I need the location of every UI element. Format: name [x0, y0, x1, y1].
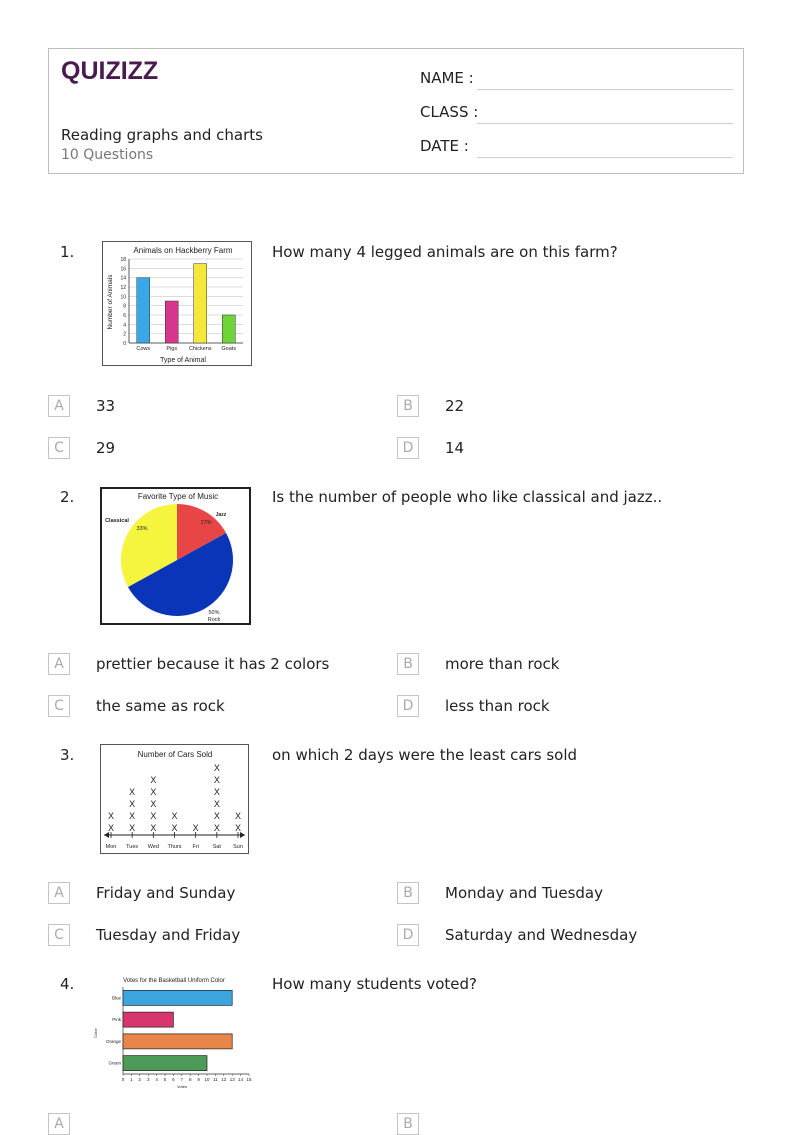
option-d-text: 14: [445, 439, 465, 457]
x-tick-label: 13: [229, 1077, 235, 1082]
x-mark: X: [107, 811, 115, 821]
x-mark: X: [192, 823, 199, 833]
option-c-text: Tuesday and Friday: [96, 926, 241, 944]
x-mark: X: [234, 811, 242, 821]
option-d-box[interactable]: D: [397, 437, 419, 459]
question-text: on which 2 days were the least cars sold: [272, 746, 578, 764]
x-tick-label: 10: [204, 1077, 210, 1082]
question-number: 3.: [60, 746, 75, 764]
date-line[interactable]: [477, 157, 733, 158]
x-tick-label: 6: [172, 1077, 175, 1082]
option-d-box[interactable]: D: [397, 695, 419, 717]
x-mark: X: [150, 775, 157, 785]
bar: [222, 315, 235, 343]
bar: [165, 301, 178, 343]
x-mark: X: [150, 823, 157, 833]
slice-label: Rock: [207, 617, 221, 623]
x-mark: X: [213, 787, 220, 797]
chart-xlabel: Votes: [176, 1084, 188, 1089]
bar: [194, 264, 207, 343]
x-mark: X: [129, 823, 136, 833]
x-tick-label: 3: [146, 1077, 150, 1082]
category-label: Thurs: [167, 844, 182, 850]
y-tick-label: 2: [123, 331, 126, 338]
pie-chart-figure: [100, 487, 251, 625]
line-plot-figure: [100, 744, 249, 854]
worksheet-title: Reading graphs and charts: [61, 126, 263, 144]
x-tick-label: 15: [246, 1077, 252, 1082]
x-tick-label: 11: [213, 1077, 218, 1082]
cars-line-plot: [101, 745, 248, 853]
x-mark: X: [213, 763, 220, 773]
x-tick-label: Pigs: [166, 346, 178, 352]
bar: [123, 990, 232, 1005]
y-tick-label: Blue: [111, 995, 121, 1001]
category-label: Sat: [212, 844, 221, 850]
slice-percent: 17%: [200, 520, 212, 526]
worksheet-header: [48, 48, 744, 174]
x-mark: X: [213, 823, 220, 833]
y-tick-label: Orange: [105, 1038, 121, 1044]
y-tick-label: 14: [120, 275, 126, 282]
y-tick-label: 0: [123, 341, 126, 347]
question-count: 10 Questions: [61, 147, 154, 163]
slice-label: Classical: [105, 518, 129, 524]
x-mark: X: [234, 823, 242, 833]
x-tick-label: 7: [180, 1077, 184, 1082]
option-a-box[interactable]: A: [48, 1113, 70, 1135]
music-pie-chart: [102, 489, 249, 623]
date-label: DATE :: [420, 137, 469, 155]
option-b-box[interactable]: B: [397, 882, 419, 904]
category-label: Tues: [126, 844, 139, 850]
category-label: Sun: [233, 844, 243, 850]
x-tick-label: 9: [197, 1077, 200, 1082]
hbar-chart-figure: [92, 973, 254, 1091]
y-tick-label: 10: [120, 294, 126, 301]
y-tick-label: Green: [108, 1060, 121, 1066]
question-number: 2.: [60, 488, 75, 506]
x-mark: X: [107, 823, 115, 833]
x-mark: X: [171, 823, 178, 833]
bar: [123, 1056, 207, 1071]
chart-ylabel: Number of Animals: [107, 274, 114, 330]
x-mark: X: [129, 787, 136, 797]
slice-percent: 33%: [136, 526, 148, 532]
x-tick-label: 5: [163, 1077, 167, 1082]
x-mark: X: [150, 811, 157, 821]
category-label: Wed: [147, 844, 159, 850]
slice-label: Jazz: [215, 512, 227, 518]
chart-ylabel: Color: [93, 1028, 98, 1038]
option-c-box[interactable]: C: [48, 695, 70, 717]
x-tick-label: 1: [130, 1077, 133, 1082]
option-b-box[interactable]: B: [397, 1113, 419, 1135]
y-tick-label: 8: [123, 303, 126, 310]
question-number: 1.: [60, 243, 75, 261]
animals-bar-chart: [103, 242, 251, 365]
question-text: Is the number of people who like classical and jazz..: [272, 488, 663, 506]
chart-xlabel: Type of Animal: [160, 357, 206, 364]
option-c-box[interactable]: C: [48, 924, 70, 946]
option-b-text: more than rock: [445, 655, 560, 673]
y-tick-label: 12: [120, 285, 126, 291]
votes-hbar-chart: [92, 973, 254, 1091]
name-label: NAME :: [420, 69, 474, 87]
x-mark: X: [213, 799, 220, 809]
option-a-box[interactable]: A: [48, 395, 70, 417]
x-tick-label: 2: [138, 1077, 142, 1082]
category-label: Mon: [105, 844, 117, 850]
quizizz-logo: QUIZIZZ: [61, 57, 159, 85]
x-tick-label: Chickens: [188, 346, 212, 352]
option-c-text: 29: [96, 439, 116, 457]
name-line[interactable]: [477, 89, 733, 90]
option-d-box[interactable]: D: [397, 924, 419, 946]
bar: [123, 1012, 173, 1027]
option-a-text: prettier because it has 2 colors: [96, 655, 330, 673]
bar: [123, 1034, 232, 1049]
x-mark: X: [213, 775, 220, 785]
bar: [137, 278, 150, 343]
chart-title: Votes for the Basketball Uniform Color: [123, 978, 225, 984]
bar-chart-figure: [102, 241, 252, 366]
x-mark: X: [129, 811, 136, 821]
x-tick-label: 4: [155, 1077, 158, 1082]
x-mark: X: [213, 811, 220, 821]
chart-title: Number of Cars Sold: [137, 750, 213, 759]
x-tick-label: 8: [188, 1077, 192, 1082]
option-d-text: Saturday and Wednesday: [445, 926, 638, 944]
x-mark: X: [150, 787, 157, 797]
y-tick-label: 4: [123, 322, 126, 329]
option-a-text: 33: [96, 397, 116, 415]
x-mark: X: [129, 799, 136, 809]
y-tick-label: 18: [120, 257, 126, 263]
option-b-text: Monday and Tuesday: [445, 884, 603, 902]
chart-title: Favorite Type of Music: [137, 492, 219, 501]
option-d-text: less than rock: [445, 697, 550, 715]
x-mark: X: [150, 799, 157, 809]
x-tick-label: 0: [121, 1077, 125, 1082]
class-label: CLASS :: [420, 103, 479, 121]
option-a-box[interactable]: A: [48, 653, 70, 675]
option-b-box[interactable]: B: [397, 653, 419, 675]
option-a-text: Friday and Sunday: [96, 884, 236, 902]
class-line[interactable]: [477, 123, 733, 124]
x-tick-label: 12: [221, 1077, 227, 1082]
y-tick-label: 16: [120, 266, 126, 273]
question-text: How many 4 legged animals are on this farm?: [272, 243, 618, 261]
option-b-box[interactable]: B: [397, 395, 419, 417]
x-tick-label: Goats: [221, 346, 237, 352]
y-tick-label: 6: [123, 313, 126, 319]
chart-title: Animals on Hackberry Farm: [133, 246, 233, 255]
option-c-box[interactable]: C: [48, 437, 70, 459]
option-b-text: 22: [445, 397, 465, 415]
category-label: Fri: [192, 844, 199, 850]
x-tick-label: Cows: [136, 346, 151, 352]
option-c-text: the same as rock: [96, 697, 225, 715]
slice-percent: 50%: [208, 610, 220, 616]
y-tick-label: Pink: [112, 1017, 121, 1023]
question-number: 4.: [60, 975, 75, 993]
x-tick-label: 14: [238, 1077, 244, 1082]
x-mark: X: [171, 811, 178, 821]
question-text: How many students voted?: [272, 975, 478, 993]
option-a-box[interactable]: A: [48, 882, 70, 904]
